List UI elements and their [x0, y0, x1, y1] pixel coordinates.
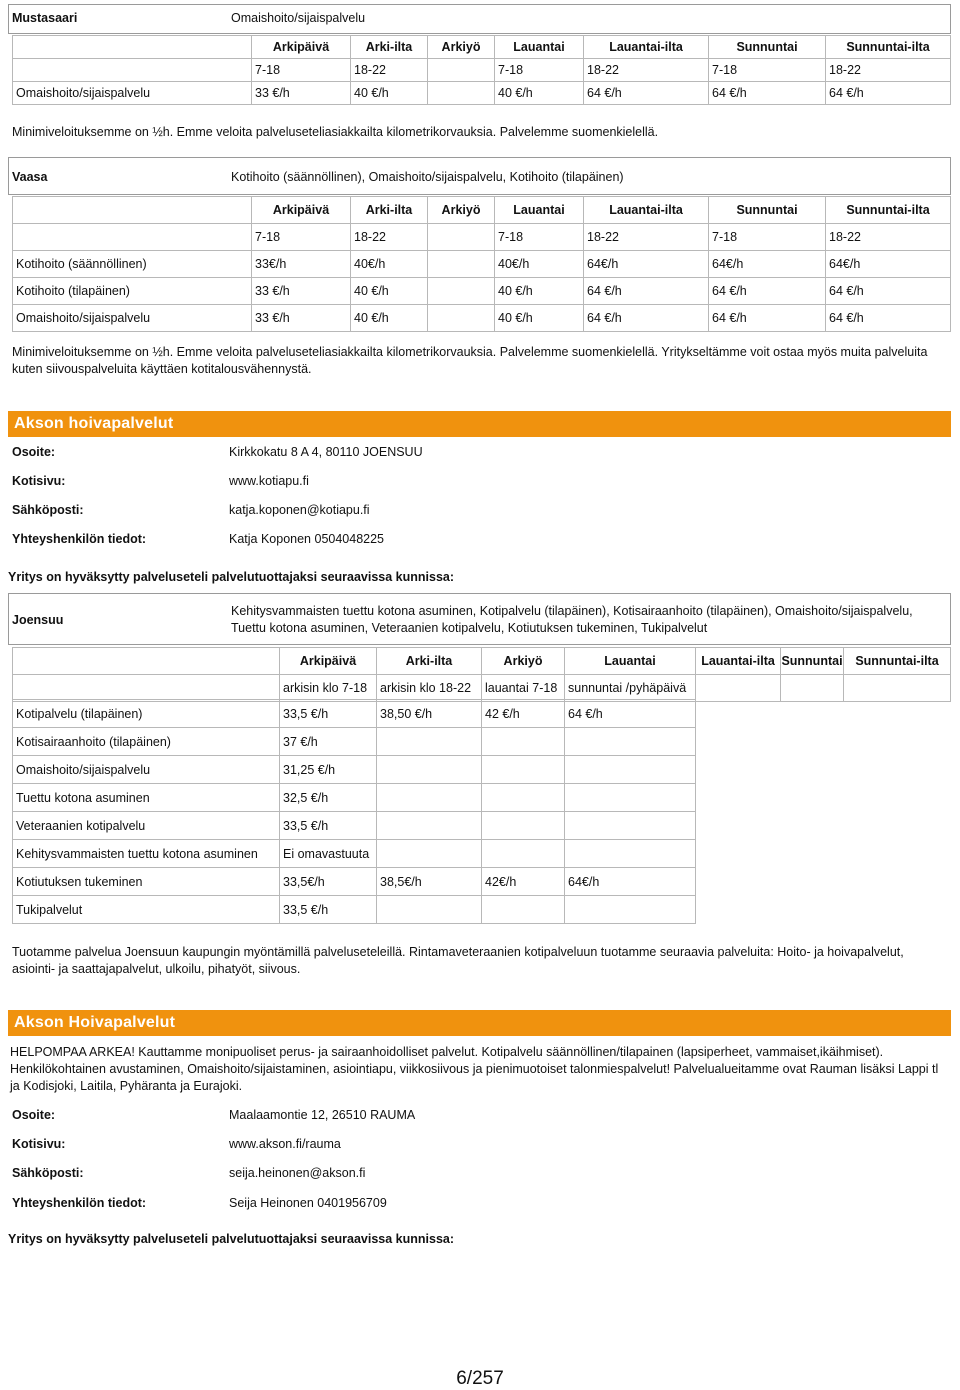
joensuu-note: Tuotamme palvelua Joensuun kaupungin myöntämillä palveluseteleillä. Rintamaveteraanien kotipalveluun tuotamme seuraavia palveluita: Hoito- ja hoivapalvelut, asiointi- ja saattajapalvelut, ulkoilu, pihatyöt, siivous. [12, 945, 904, 976]
price-cell [377, 756, 482, 784]
hours-cell: arkisin klo 7-18 [280, 675, 377, 702]
vaasa-city: Vaasa [12, 170, 48, 184]
email-label: Sähköposti: [12, 1166, 84, 1180]
service-name-cell: Omaishoito/sijaispalvelu [13, 305, 252, 332]
price-cell [428, 278, 495, 305]
price-cell: 64€/h [584, 251, 709, 278]
table-cell [696, 784, 951, 812]
price-cell: 33 €/h [252, 278, 351, 305]
day-header: Arkiyö [428, 36, 495, 59]
table-row [13, 82, 951, 105]
price-cell [482, 896, 565, 924]
page-number: 6/257 [456, 1368, 504, 1389]
price-cell: 38,50 €/h [377, 700, 482, 728]
table-row [13, 59, 951, 82]
price-cell [565, 896, 696, 924]
hours-cell: 7-18 [709, 59, 826, 82]
price-cell [482, 756, 565, 784]
price-cell [377, 784, 482, 812]
provider-name: Akson Hoivapalvelut [14, 1014, 176, 1031]
price-cell [482, 812, 565, 840]
table-cell [696, 896, 951, 924]
table-row [13, 648, 951, 675]
provider-banner [8, 411, 951, 437]
service-name-cell: Kotiutuksen tukeminen [13, 868, 280, 896]
table-cell [13, 675, 280, 702]
service-name-cell: Veteraanien kotipalvelu [13, 812, 280, 840]
price-cell: 33,5 €/h [280, 700, 377, 728]
hours-cell: 18-22 [351, 59, 428, 82]
price-cell: 64€/h [709, 251, 826, 278]
service-name-cell: Kotipalvelu (tilapäinen) [13, 700, 280, 728]
price-cell [565, 728, 696, 756]
day-header: Sunnuntai-ilta [844, 648, 951, 675]
approved-heading: Yritys on hyväksytty palveluseteli palvelutuottajaksi seuraavissa kunnissa: [8, 1232, 455, 1246]
mustasaari-price-table [12, 35, 951, 105]
price-cell: 64 €/h [709, 278, 826, 305]
hours-cell: 18-22 [584, 59, 709, 82]
vaasa-services: Kotihoito (säännöllinen), Omaishoito/sijaispalvelu, Kotihoito (tilapäinen) [231, 170, 624, 184]
table-row [13, 251, 951, 278]
day-header: Lauantai [495, 197, 584, 224]
price-cell: 42 €/h [482, 700, 565, 728]
hours-cell: arkisin klo 18-22 [377, 675, 482, 702]
price-cell: 31,25 €/h [280, 756, 377, 784]
price-cell: 42€/h [482, 868, 565, 896]
service-name-cell: Kotihoito (tilapäinen) [13, 278, 252, 305]
contact-label: Yhteyshenkilön tiedot: [12, 1196, 147, 1210]
table-cell [696, 756, 951, 784]
hours-cell: 18-22 [584, 224, 709, 251]
table-row [13, 868, 951, 896]
price-cell: 40 €/h [351, 278, 428, 305]
table-row [13, 305, 951, 332]
day-header: Arki-ilta [377, 648, 482, 675]
price-cell [428, 305, 495, 332]
vaasa-price-table [12, 196, 951, 332]
hours-cell: sunnuntai /pyhäpäivä [565, 675, 696, 702]
day-header: Sunnuntai [709, 197, 826, 224]
table-cell [844, 675, 951, 702]
price-cell: 64€/h [565, 868, 696, 896]
price-cell: 40 €/h [351, 82, 428, 105]
price-cell [377, 812, 482, 840]
mustasaari-services: Omaishoito/sijaispalvelu [231, 11, 366, 25]
hours-cell: 7-18 [709, 224, 826, 251]
provider-description: HELPOMPAA ARKEA! Kauttamme monipuoliset perus- ja sairaanhoidolliset palvelut. Kotipalvelu säännöllinen/tilapainen (lapsiperheet, vammaiset,ikäihmiset). Henkilökohtainen avustaminen, Omaishoito/sijaistaminen, asiointiapu, viikkosiivous ja pienimuotoiset talonmiespalvelut! Palvelualueitamme ovat Rauman lisäksi Lappi tl ja Kodisjoki, Laitila, Pyhäranta ja Eurajoki. [10, 1045, 939, 1093]
day-header: Sunnuntai-ilta [826, 197, 951, 224]
price-cell [428, 82, 495, 105]
hours-cell: 7-18 [252, 224, 351, 251]
table-row [13, 675, 951, 702]
mustasaari-city: Mustasaari [12, 11, 78, 25]
table-row [13, 812, 951, 840]
email-label: Sähköposti: [12, 503, 84, 517]
table-cell [13, 197, 252, 224]
day-header: Arkiyö [482, 648, 565, 675]
price-cell [482, 784, 565, 812]
price-cell [482, 728, 565, 756]
table-row [13, 756, 951, 784]
joensuu-service-rows [12, 699, 951, 924]
price-cell: 32,5 €/h [280, 784, 377, 812]
table-cell [696, 840, 951, 868]
day-header: Lauantai [565, 648, 696, 675]
hours-cell [428, 59, 495, 82]
table-cell [696, 868, 951, 896]
table-row [13, 278, 951, 305]
table-cell [696, 700, 951, 728]
homepage-link[interactable]: www.akson.fi/rauma [229, 1137, 341, 1151]
price-cell: 33,5 €/h [280, 812, 377, 840]
service-name-cell: Kehitysvammaisten tuettu kotona asuminen [13, 840, 280, 868]
price-cell: 38,5€/h [377, 868, 482, 896]
table-row [13, 896, 951, 924]
day-header: Arkipäivä [280, 648, 377, 675]
price-cell [565, 812, 696, 840]
hours-cell: 7-18 [495, 224, 584, 251]
table-cell [13, 59, 252, 82]
service-name-cell: Omaishoito/sijaispalvelu [13, 82, 252, 105]
table-row [13, 784, 951, 812]
price-cell [428, 251, 495, 278]
hours-cell: lauantai 7-18 [482, 675, 565, 702]
price-cell [565, 756, 696, 784]
homepage-label: Kotisivu: [12, 1137, 66, 1151]
day-header: Lauantai [495, 36, 584, 59]
price-cell: 33 €/h [252, 82, 351, 105]
hours-cell: 18-22 [351, 224, 428, 251]
hours-cell [428, 224, 495, 251]
table-cell [696, 675, 781, 702]
day-header: Sunnuntai-ilta [826, 36, 951, 59]
price-cell [377, 896, 482, 924]
day-header: Sunnuntai [781, 648, 844, 675]
email-link[interactable]: seija.heinonen@akson.fi [229, 1166, 366, 1180]
table-row [13, 36, 951, 59]
price-cell: 64 €/h [584, 82, 709, 105]
price-cell: 40€/h [495, 251, 584, 278]
table-cell [696, 812, 951, 840]
contact-value: Katja Koponen 0504048225 [229, 532, 385, 546]
price-cell: 64 €/h [826, 82, 951, 105]
hours-cell: 7-18 [252, 59, 351, 82]
price-cell: 64 €/h [826, 278, 951, 305]
price-cell [565, 840, 696, 868]
service-name-cell: Kotihoito (säännöllinen) [13, 251, 252, 278]
table-row [13, 840, 951, 868]
hours-cell: 7-18 [495, 59, 584, 82]
service-name-cell: Kotisairaanhoito (tilapäinen) [13, 728, 280, 756]
price-cell [377, 840, 482, 868]
price-cell: 64 €/h [565, 700, 696, 728]
hours-cell: 18-22 [826, 224, 951, 251]
price-cell: 64€/h [826, 251, 951, 278]
address-label: Osoite: [12, 1108, 56, 1122]
price-cell: 40 €/h [495, 278, 584, 305]
price-cell: 33,5 €/h [280, 896, 377, 924]
joensuu-price-table [12, 647, 951, 702]
homepage-link[interactable]: www.kotiapu.fi [229, 474, 309, 488]
price-cell: 64 €/h [826, 305, 951, 332]
joensuu-city: Joensuu [12, 613, 64, 627]
table-cell [13, 224, 252, 251]
table-row [13, 197, 951, 224]
day-header: Lauantai-ilta [584, 36, 709, 59]
mustasaari-note: Minimiveloituksemme on ½h. Emme veloita palveluseteliasiakkailta kilometrikorvauksia. Palvelemme suomenkielellä. [12, 125, 659, 139]
price-cell: 40 €/h [351, 305, 428, 332]
price-cell [565, 784, 696, 812]
price-cell: 33€/h [252, 251, 351, 278]
email-link[interactable]: katja.koponen@kotiapu.fi [229, 503, 370, 517]
day-header: Arki-ilta [351, 36, 428, 59]
day-header: Sunnuntai [709, 36, 826, 59]
day-header: Lauantai-ilta [584, 197, 709, 224]
address-value: Kirkkokatu 8 A 4, 80110 JOENSUU [229, 445, 423, 459]
table-cell [781, 675, 844, 702]
hours-cell: 18-22 [826, 59, 951, 82]
price-cell: 40€/h [351, 251, 428, 278]
contact-value: Seija Heinonen 0401956709 [229, 1196, 387, 1210]
table-cell [13, 648, 280, 675]
price-cell [482, 840, 565, 868]
price-cell: 64 €/h [584, 305, 709, 332]
price-cell [377, 728, 482, 756]
service-name-cell: Tukipalvelut [13, 896, 280, 924]
provider-banner [8, 1010, 951, 1036]
approved-heading: Yritys on hyväksytty palveluseteli palvelutuottajaksi seuraavissa kunnissa: [8, 570, 455, 584]
vaasa-note: Minimiveloituksemme on ½h. Emme veloita palveluseteliasiakkailta kilometrikorvauksia. Palvelemme suomenkielellä. Yritykseltämme voit ostaa myös muita palveluita kuten siivouspalveluita käyttäen kotitalousvähennystä. [12, 345, 928, 376]
homepage-label: Kotisivu: [12, 474, 66, 488]
price-cell: 37 €/h [280, 728, 377, 756]
price-cell: 40 €/h [495, 305, 584, 332]
service-name-cell: Tuettu kotona asuminen [13, 784, 280, 812]
price-cell: 33 €/h [252, 305, 351, 332]
address-value: Maalaamontie 12, 26510 RAUMA [229, 1108, 416, 1122]
price-cell: 64 €/h [709, 305, 826, 332]
price-cell: 64 €/h [709, 82, 826, 105]
provider-name: Akson hoivapalvelut [14, 415, 174, 432]
day-header: Arkipäivä [252, 36, 351, 59]
day-header: Lauantai-ilta [696, 648, 781, 675]
table-cell [696, 728, 951, 756]
day-header: Arkiyö [428, 197, 495, 224]
address-label: Osoite: [12, 445, 56, 459]
table-row [13, 728, 951, 756]
contact-label: Yhteyshenkilön tiedot: [12, 532, 147, 546]
day-header: Arkipäivä [252, 197, 351, 224]
mustasaari-header-box [8, 4, 951, 34]
table-row [13, 700, 951, 728]
table-row [13, 224, 951, 251]
price-cell: Ei omavastuuta [280, 840, 377, 868]
day-header: Arki-ilta [351, 197, 428, 224]
price-cell: 33,5€/h [280, 868, 377, 896]
service-name-cell: Omaishoito/sijaispalvelu [13, 756, 280, 784]
price-cell: 64 €/h [584, 278, 709, 305]
table-cell [13, 36, 252, 59]
price-cell: 40 €/h [495, 82, 584, 105]
joensuu-services: Kehitysvammaisten tuettu kotona asuminen, Kotipalvelu (tilapäinen), Kotisairaanhoito (tilapäinen), Omaishoito/sijaispalvelu, Tuettu kotona asuminen, Veteraanien kotipalvelu, Kotiutuksen tukeminen, Tukipalvelut [231, 604, 913, 635]
